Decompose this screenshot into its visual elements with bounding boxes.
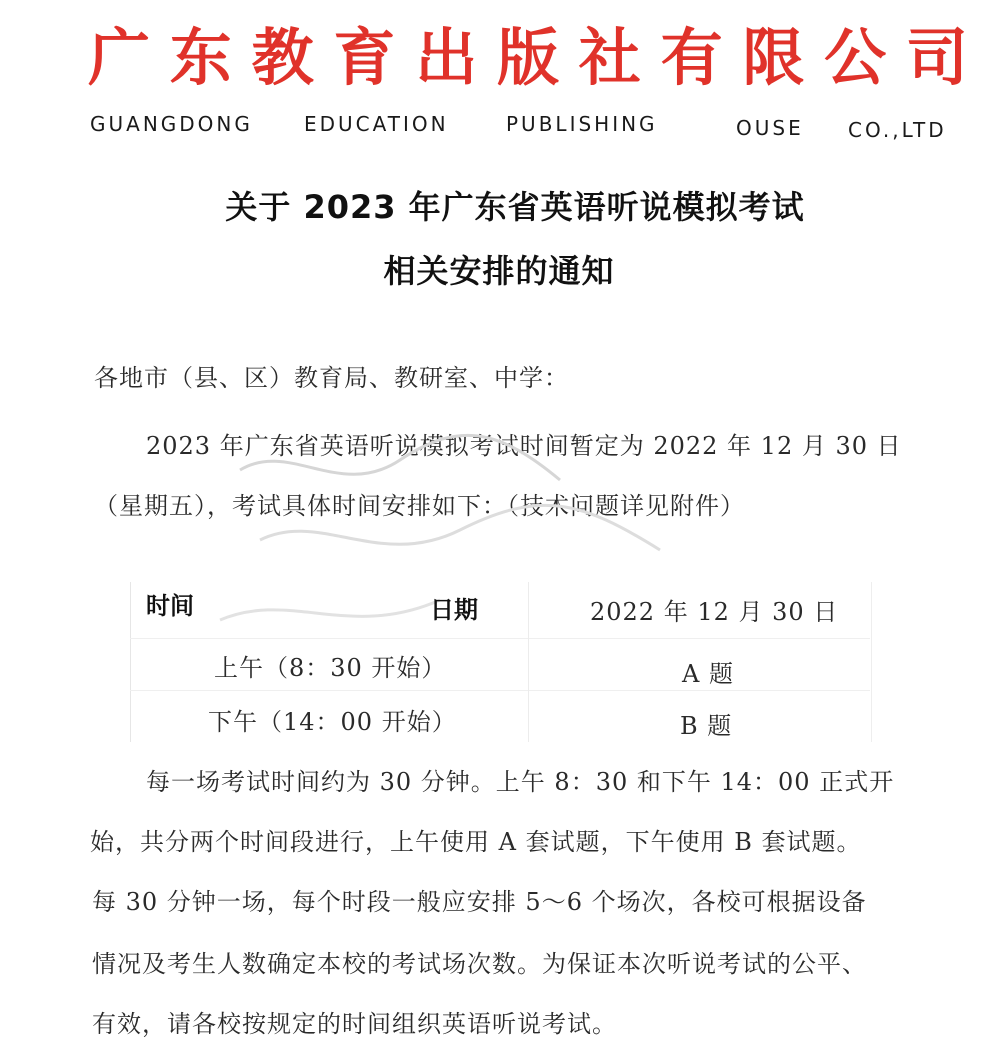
table-divider (130, 690, 870, 691)
publisher-char: 司 (905, 21, 968, 94)
table-row-time: 下午（14：00 开始） (208, 708, 457, 736)
table-date: 2022 年 12 月 30 日 (590, 598, 839, 626)
publisher-name (88, 18, 968, 98)
publisher-char: 出 (415, 21, 478, 94)
english-word: PUBLISHING (506, 112, 658, 136)
body-line: 始，共分两个时间段进行，上午使用 A 套试题，下午使用 B 套试题。 (90, 828, 862, 856)
publisher-name-english (88, 112, 968, 142)
document-title-line-2: 相关安排的通知 (383, 252, 615, 290)
publisher-char: 社 (578, 21, 641, 94)
body-line: 每 30 分钟一场，每个时段一般应安排 5～6 个场次，各校可根据设备 (92, 888, 867, 916)
salutation: 各地市（县、区）教育局、教研室、中学： (94, 364, 569, 392)
table-header-date: 日期 (430, 596, 478, 624)
table-row-paper: A 题 (682, 660, 734, 688)
publisher-char: 公 (824, 21, 887, 94)
table-divider (130, 638, 870, 639)
body-line: 情况及考生人数确定本校的考试场次数。为保证本次听说考试的公平、 (92, 950, 867, 978)
publisher-char: 教 (251, 21, 314, 94)
publisher-char: 限 (742, 21, 805, 94)
table-header-time: 时间 (146, 592, 194, 620)
body-line: 有效，请各校按规定的时间组织英语听说考试。 (92, 1010, 617, 1038)
english-word: GUANGDONG (90, 112, 253, 136)
intro-line-1: 2023 年广东省英语听说模拟考试时间暂定为 2022 年 12 月 30 日 (146, 432, 902, 460)
english-word: CO.,LTD (848, 118, 947, 142)
publisher-char: 东 (169, 21, 232, 94)
intro-line-2: （星期五），考试具体时间安排如下：（技术问题详见附件） (94, 492, 745, 520)
table-divider (528, 582, 529, 742)
document-title-line-1: 关于 2023 年广东省英语听说模拟考试 (225, 188, 805, 226)
english-word: OUSE (736, 116, 804, 140)
publisher-char: 广 (88, 21, 151, 94)
body-line: 每一场考试时间约为 30 分钟。上午 8：30 和下午 14：00 正式开 (146, 768, 895, 796)
table-row-paper: B 题 (680, 712, 733, 740)
publisher-char: 有 (660, 21, 723, 94)
english-word: EDUCATION (304, 112, 449, 136)
publisher-char: 育 (333, 21, 396, 94)
publisher-char: 版 (496, 21, 559, 94)
table-row-time: 上午（8：30 开始） (214, 654, 447, 682)
